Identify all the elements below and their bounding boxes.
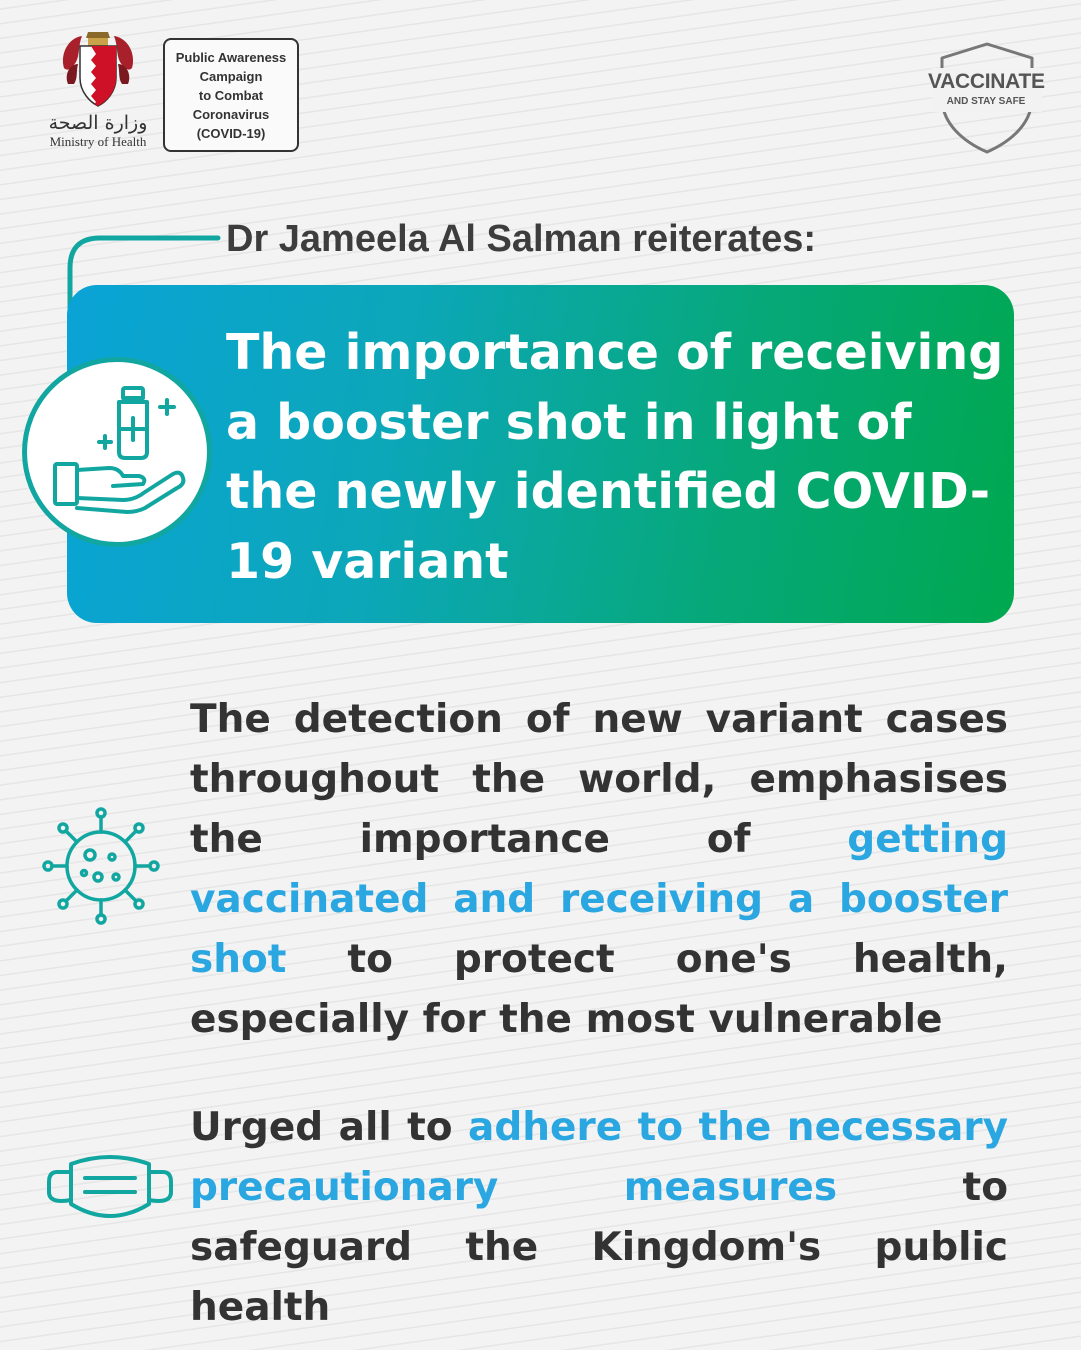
ministry-of-health-logo <box>38 28 158 163</box>
campaign-line: (COVID-19) <box>196 125 266 141</box>
vaccinate-badge-subtitle: AND STAY SAFE <box>946 96 1026 107</box>
campaign-label-box <box>163 38 299 152</box>
campaign-line: Campaign <box>199 68 263 84</box>
paragraph-highlight: getting vaccinated and receiving a booster shot <box>190 817 1008 982</box>
campaign-line: to Combat <box>198 87 264 103</box>
bahrain-coat-of-arms-icon <box>58 28 138 110</box>
ministry-arabic-name: وزارة الصحة <box>48 112 148 134</box>
vaccine-icon-circle <box>22 357 212 547</box>
campaign-line: Coronavirus <box>192 106 270 122</box>
paragraph-variant-detection <box>190 690 1008 1050</box>
paragraph-highlight: adhere to the necessary precautionary measures <box>190 1105 1008 1210</box>
ministry-english-name: Ministry of Health <box>49 134 147 149</box>
face-mask-icon <box>45 1148 175 1230</box>
paragraph-text: to protect one's health, especially for the most vulnerable <box>190 937 1008 1042</box>
vaccinate-badge-title: VACCINATE <box>928 70 1045 93</box>
paragraph-text: to safeguard the Kingdom's public health <box>190 1165 1008 1330</box>
headline-banner-text: The importance of receiving a booster shot in light of the newly identified COVID-19 variant <box>226 324 1004 590</box>
virus-icon <box>40 805 162 927</box>
page-heading: Dr Jameela Al Salman reiterates: <box>226 218 817 260</box>
paragraph-text: The detection of new variant cases throughout the world, emphasises the importance of <box>190 697 1008 862</box>
paragraph-precautionary-measures <box>190 1098 1008 1338</box>
vaccine-hand-icon <box>27 362 207 542</box>
campaign-line: Public Awareness <box>175 49 287 65</box>
paragraph-text: Urged all to <box>190 1105 469 1150</box>
